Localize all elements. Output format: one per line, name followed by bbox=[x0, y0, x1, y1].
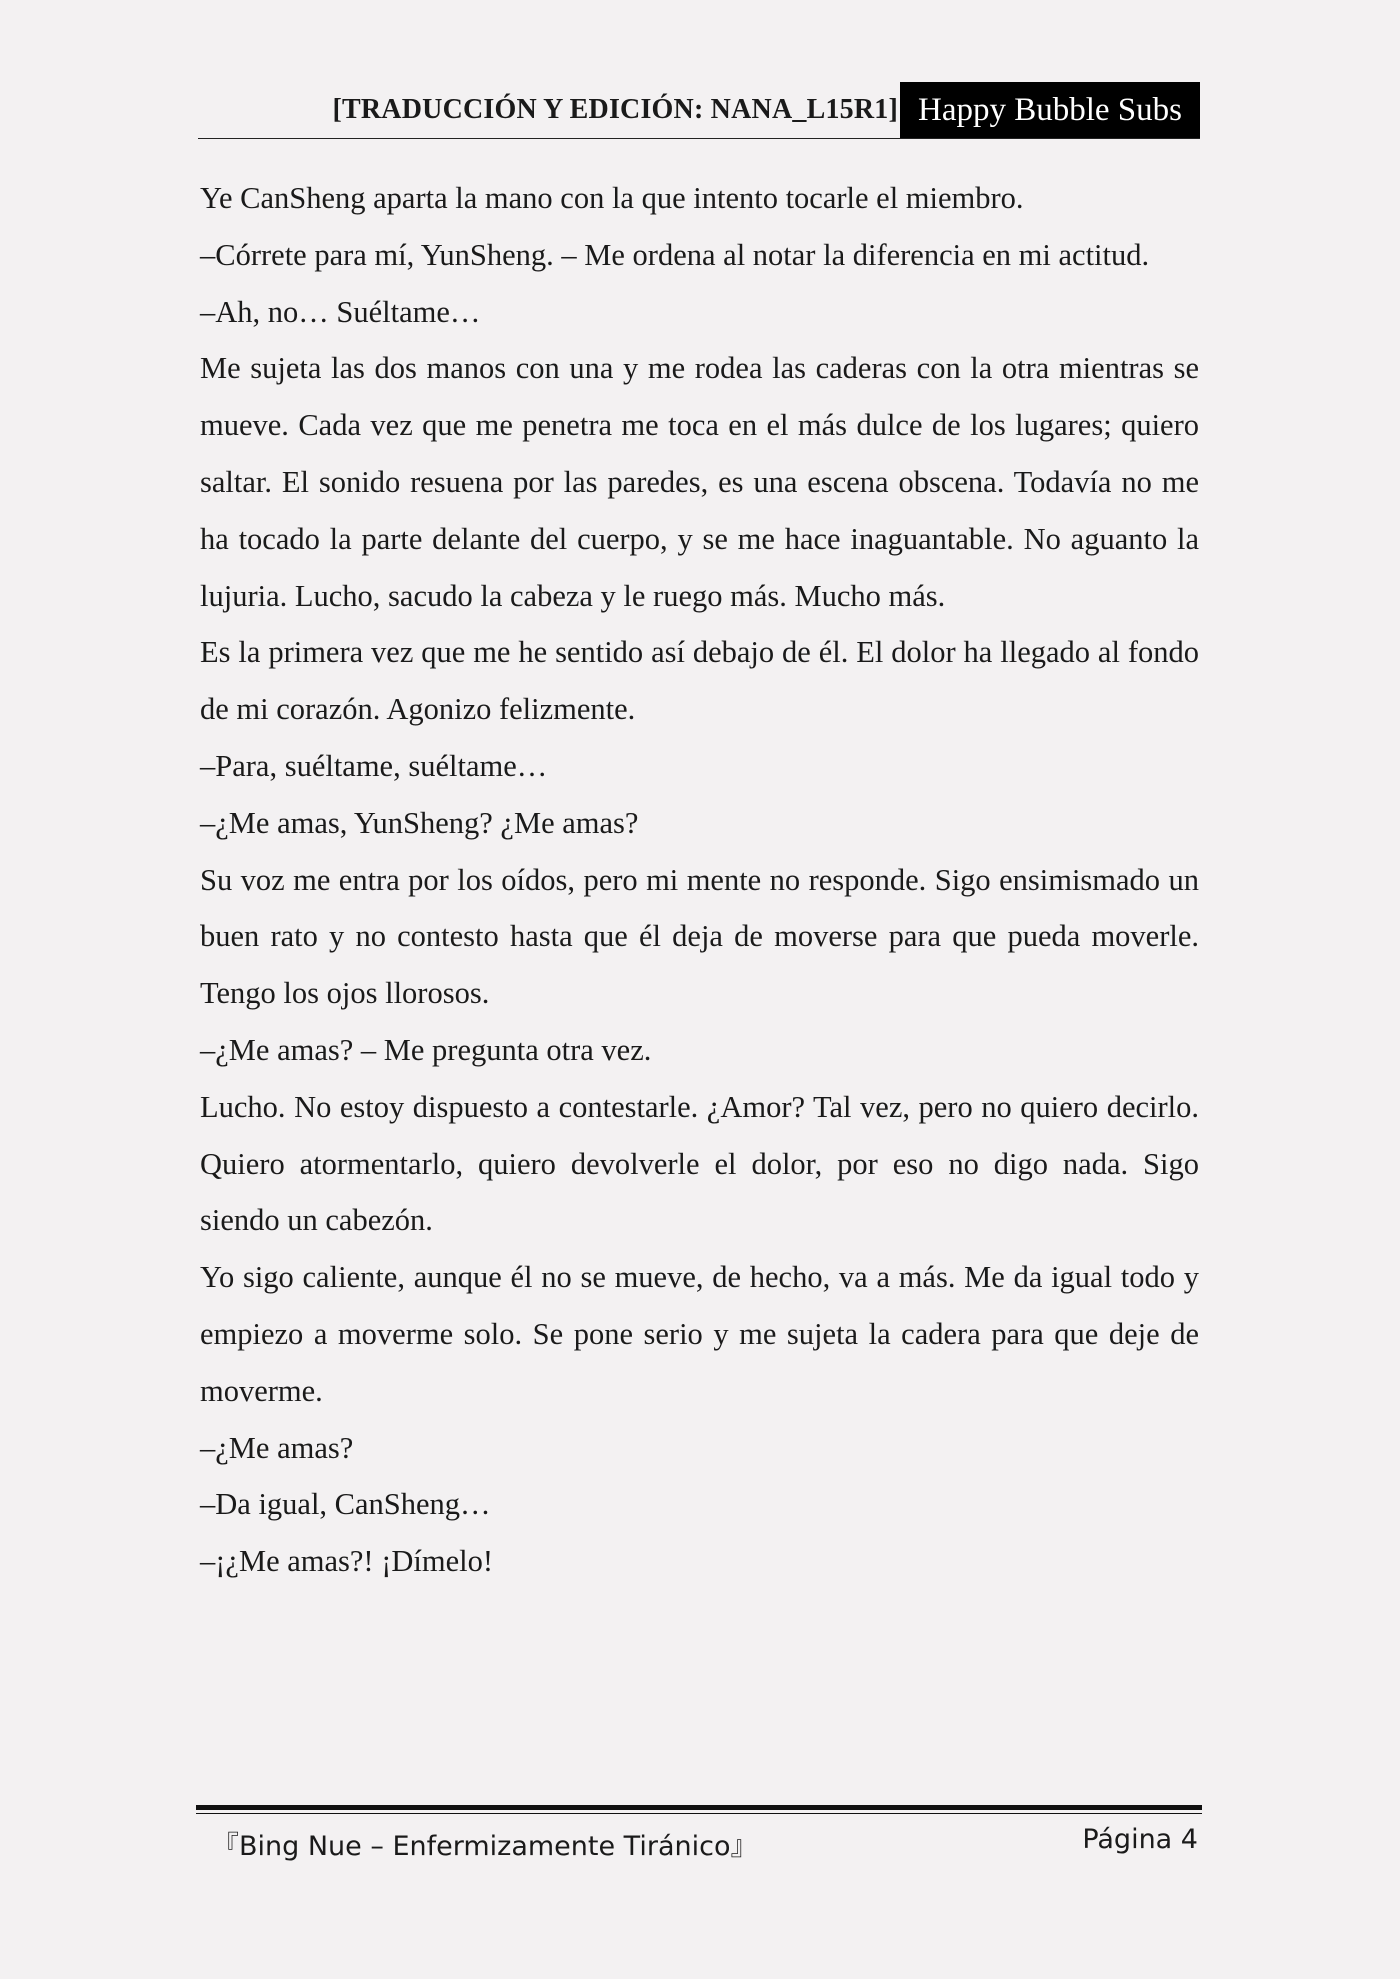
paragraph: –Córrete para mí, YunSheng. – Me ordena al notar la diferencia en mi actitud. bbox=[200, 237, 1150, 272]
paragraph: –¿Me amas? – Me pregunta otra vez. bbox=[200, 1032, 652, 1067]
paragraph: Ye CanSheng aparta la mano con la que intento tocarle el miembro. bbox=[200, 181, 1024, 215]
paragraph: Su voz me entra por los oídos, pero mi mente no responde. Sigo ensimismado un buen rato y no contesto hasta que él deja de moverse para que pueda moverle. Tengo los ojos llorosos. bbox=[200, 862, 1199, 1011]
page-number: Página 4 bbox=[1082, 1824, 1198, 1855]
paragraph: –¡¿Me amas?! ¡Dímelo! bbox=[200, 1544, 494, 1579]
header-brand: Happy Bubble Subs bbox=[900, 82, 1200, 138]
paragraph: –¿Me amas? bbox=[200, 1430, 354, 1465]
header-credit: [TRADUCCIÓN Y EDICIÓN: NANA_L15R1] bbox=[332, 94, 898, 125]
body-text bbox=[200, 170, 1199, 1590]
footer-title: 『Bing Nue – Enfermizamente Tiránico』 bbox=[212, 1831, 758, 1862]
paragraph: Me sujeta las dos manos con una y me rodea las caderas con la otra mientras se mueve. Cada vez que me penetra me toca en el más dulce de los lugares; quiero saltar. El sonido resuena por las paredes, es una escena obscena. Todavía no me ha tocado la parte delante del cuerpo, y se me hace inaguantable. No aguanto la lujuria. Lucho, sacudo la cabeza y le ruego más. Mucho más. bbox=[200, 351, 1199, 613]
page-header bbox=[198, 82, 1200, 139]
paragraph: –Ah, no… Suéltame… bbox=[200, 294, 481, 329]
paragraph: –¿Me amas, YunSheng? ¿Me amas? bbox=[200, 805, 639, 840]
paragraph: –Para, suéltame, suéltame… bbox=[200, 748, 548, 783]
page-footer bbox=[196, 1805, 1202, 1870]
paragraph: Es la primera vez que me he sentido así debajo de él. El dolor ha llegado al fondo de mi corazón. Agonizo felizmente. bbox=[200, 635, 1199, 727]
paragraph: –Da igual, CanSheng… bbox=[200, 1487, 491, 1522]
paragraph: Yo sigo caliente, aunque él no se mueve, de hecho, va a más. Me da igual todo y empiezo a moverme solo. Se pone serio y me sujeta la cadera para que deje de moverme. bbox=[200, 1260, 1199, 1408]
paragraph: Lucho. No estoy dispuesto a contestarle. ¿Amor? Tal vez, pero no quiero decirlo. Quiero atormentarlo, quiero devolverle el dolor, por eso no digo nada. Sigo siendo un cabezón. bbox=[200, 1089, 1199, 1238]
